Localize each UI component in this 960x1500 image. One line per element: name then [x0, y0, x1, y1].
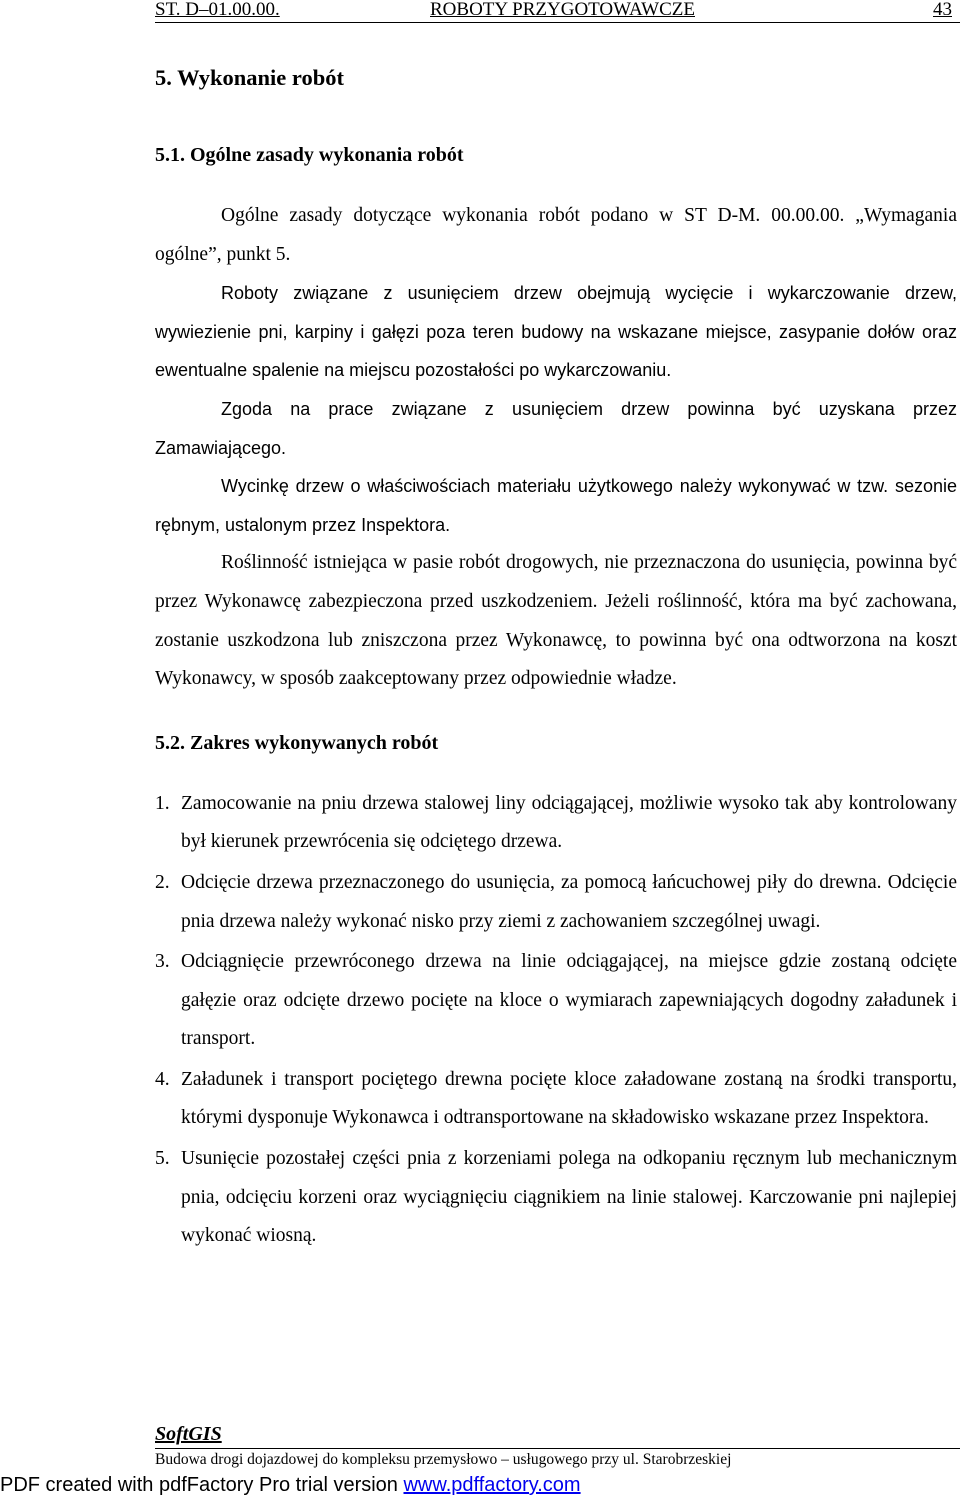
list-item-text: Zamocowanie na pniu drzewa stalowej liny odciągającej, możliwie wysoko tak aby kontrolowany był kierunek przewrócenia się odciętego drzewa. [181, 792, 957, 853]
section-5-2-heading: 5.2. Zakres wykonywanych robót [155, 731, 439, 754]
paragraph-consent: Zgoda na prace związane z usunięciem drzew powinna być uzyskana przez Zamawiającego. [155, 398, 957, 458]
list-item-number: 1. [155, 792, 170, 814]
pdffactory-link[interactable]: www.pdffactory.com [403, 1474, 581, 1496]
section-5-1-heading: 5.1. Ogólne zasady wykonania robót [155, 144, 464, 166]
document-body [155, 52, 957, 1258]
spec-title: ROBOTY PRZYGOTOWAWCZE [430, 0, 695, 20]
section-5-heading: 5. Wykonanie robót [155, 65, 344, 90]
works-scope-list [155, 785, 957, 1256]
list-item-text: Załadunek i transport pociętego drewna pocięte kloce załadowane zostaną na środki transportu, którymi dysponuje Wykonawca i odtransportowane na składowisko wskazane przez Inspektora. [181, 1068, 957, 1129]
spec-code: ST. D–01.00.00. [155, 0, 280, 20]
list-item-text: Odciągnięcie przewróconego drzewa na linie odciągającej, na miejsce gdzie zostaną odcięte gałęzie oraz odcięte drzewo pocięte na kloce o wymiarach zapewniających dogodny załadunek i transport. [181, 951, 957, 1050]
footer-project-title: Budowa drogi dojazdowej do kompleksu przemysłowo – usługowego przy ul. Starobrzeskiej [155, 1448, 960, 1471]
list-item-number: 5. [155, 1148, 170, 1170]
paragraph-logging-season: Wycinkę drzew o właściwościach materiału użytkowego należy wykonywać w tzw. sezonie rębnym, ustalonym przez Inspektora. [155, 476, 957, 535]
list-item-text: Odcięcie drzewa przeznaczonego do usunięcia, za pomocą łańcuchowej piły do drewna. Odcięcie pnia drzewa należy wykonać nisko przy ziemi z zachowaniem szczególnej uwagi. [181, 871, 957, 932]
paragraph-vegetation-protection: Roślinność istniejąca w pasie robót drogowych, nie przeznaczona do usunięcia, powinna być przez Wykonawcę zabezpieczona przed uszkodzeniem. Jeżeli roślinność, która ma być zachowana, zostanie uszkodzona lub zniszczona przez Wykonawcę, to powinna być ona odtworzona na koszt Wykonawcy, w sposób zaakceptowany przez odpowiednie władze. [155, 552, 957, 690]
list-item [155, 943, 957, 1059]
list-item-number: 3. [155, 951, 170, 973]
pdf-notice-text: PDF created with pdfFactory Pro trial version [0, 1474, 404, 1496]
page-number: 43 [933, 0, 952, 20]
list-item [155, 785, 957, 862]
list-item [155, 864, 957, 941]
list-item-number: 2. [155, 871, 170, 893]
footer-brand: SoftGIS [155, 1423, 222, 1445]
page-header [155, 0, 960, 23]
list-item-number: 4. [155, 1068, 170, 1090]
list-item [155, 1140, 957, 1256]
pdf-trial-notice [0, 1470, 581, 1500]
paragraph-tree-removal-scope: Roboty związane z usunięciem drzew obejmują wycięcie i wykarczowanie drzew, wywiezienie pni, karpiny i gałęzi poza teren budowy na wskazane miejsce, zasypanie dołów oraz ewentualne spalenie na miejscu pozostałości po wykarczowaniu. [155, 283, 957, 381]
page-footer [155, 1420, 960, 1471]
paragraph-general-rules: Ogólne zasady dotyczące wykonania robót podano w ST D-M. 00.00.00. „Wymagania ogólne”, punkt 5. [155, 205, 957, 265]
list-item-text: Usunięcie pozostałej części pnia z korzeniami polega na odkopaniu ręcznym lub mechanicznym pnia, odcięciu korzeni oraz wyciągnięciu ciągnikiem na linie stalowej. Karczowanie pni najlepiej wykonać wiosną. [181, 1148, 957, 1247]
list-item [155, 1061, 957, 1138]
